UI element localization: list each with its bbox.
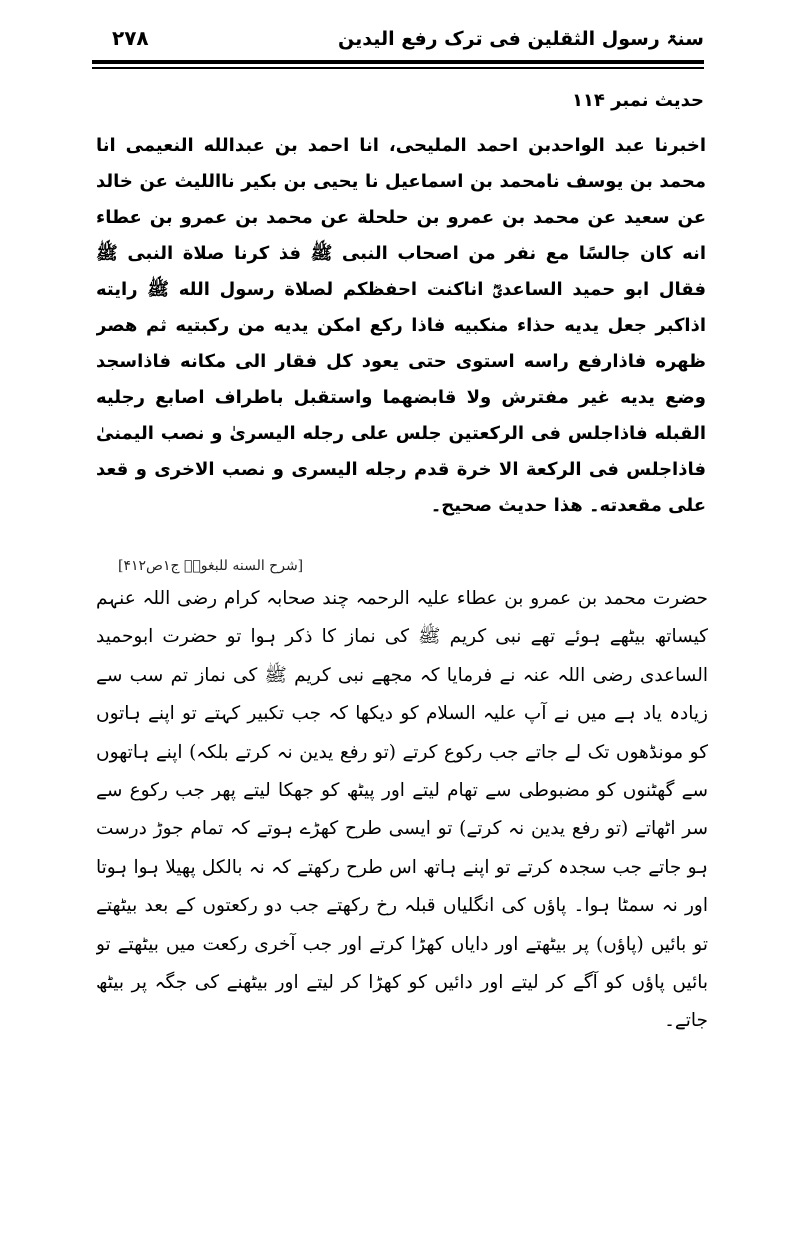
book-title: سنۃ رسول الثقلین فی ترک رفع الیدین: [337, 28, 704, 50]
source-reference: [شرح السنه للبغویؒ ج۱ص۴۱۲]: [118, 558, 304, 574]
page-header: [92, 22, 704, 54]
urdu-paragraph: حضرت محمد بن عمرو بن عطاء علیہ الرحمہ چند صحابہ کرام رضی اللہ عنہم کیساتھ بیٹھے ہوئے تھے نبی کریم ﷺ کی نماز کا ذکر ہوا تو حضرت ابوحمید الساعدی رضی اللہ عنہ نے فرمایا کہ مجھے نبی کریم ﷺ کی نماز تم سب سے زیادہ یاد ہے میں نے آپ علیہ السلام کو دیکھا کہ جب تکبیر کہتے تو اپنے ہاتوں کو مونڈھوں تک لے جاتے جب رکوع کرتے (تو رفع یدین نہ کرتے بلکہ) اپنے ہاتھوں سے گھٹنوں کو مضبوطی سے تھام لیتے اور پیٹھ کو جھکا لیتے پھر جب رکوع سے سر اٹھاتے (تو رفع یدین نہ کرتے) تو ایسی طرح کھڑے ہوتے کہ تمام جوڑ درست ہو جاتے جب سجدہ کرتے تو اپنے ہاتھ اس طرح رکھتے کہ نہ بالکل پھیلا ہوا ہوتا اور نہ سمٹا ہوا۔ پاؤں کی انگلیاں قبلہ رخ رکھتے جب دو رکعتوں کے بعد بیٹھتے تو بائیں (پاؤں) پر بیٹھتے اور دایاں کھڑا کرتے اور جب آخری رکعت میں بیٹھتے تو بائیں پاؤں کو آگے کر لیتے اور دائیں کو کھڑا کر لیتے اور بیٹھنے کی جگہ پر بیٹھ جاتے۔: [96, 588, 708, 1032]
header-rule-thick: [92, 60, 704, 64]
header-rule-thin: [92, 67, 704, 69]
urdu-translation: [96, 580, 708, 1050]
hadith-heading: حدیث نمبر ۱۱۴: [571, 90, 704, 111]
arabic-paragraph: اخبرنا عبد الواحدبن احمد المليحى، انا احمد بن عبدالله النعيمى انا محمد بن يوسف نامحمد بن اسماعيل نا يحيى بن بكير ناالليث عن خالد عن سعيد عن محمد بن عمرو بن حلحلة عن محمد بن عمرو بن عطاء انه كان جالسًا مع نفر من اصحاب النبى ﷺ فذ كرنا صلاة النبى ﷺ فقال ابو حميد الساعدىؓ اناكنت احفظكم لصلاة رسول الله ﷺ رايته اذاكبر جعل يديه حذاء منكبيه فاذا ركع امكن يديه من ركبتيه ثم هصر ظهره فاذارفع راسه استوى حتى يعود كل فقار الى مكانه فاذاسجد وضع يديه غير مفترش ولا قابضهما واستقبل باطراف اصابع رجليه القبله فاذاجلس فى الركعتين جلس على رجله اليسرىٰ و نصب اليمنىٰ فاذاجلس فى الركعة الا خرة قدم رجله اليسرى و نصب الاخرى و قعد على مقعدته۔ هذا حديث صحيح۔: [96, 135, 706, 516]
arabic-hadith-text: [96, 128, 706, 540]
page-number: ۲۷۸: [112, 26, 149, 50]
